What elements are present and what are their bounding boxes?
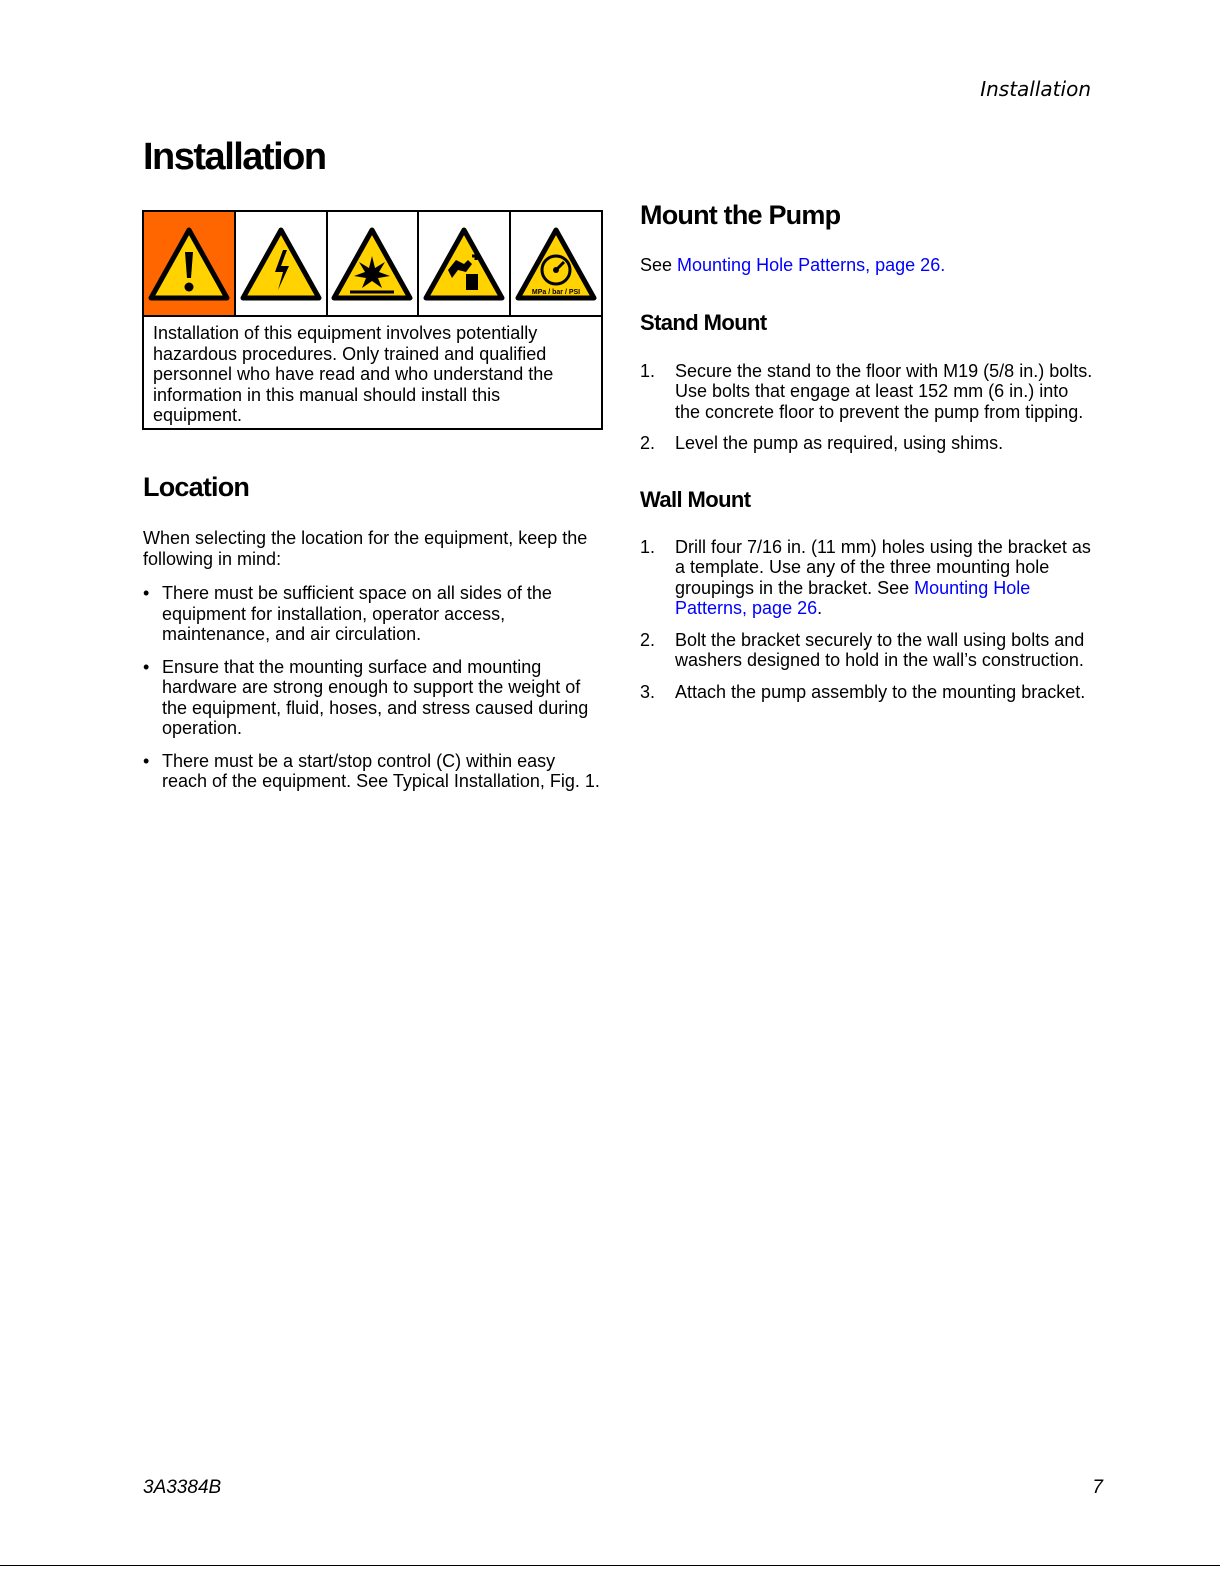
warning-cell-electric — [236, 212, 328, 315]
list-item — [640, 433, 1095, 454]
moving-parts-icon — [422, 226, 506, 302]
bottom-rule — [0, 1565, 1220, 1566]
warning-box — [142, 210, 603, 430]
step-text: Bolt the bracket securely to the wall using bolts and washers designed to hold in the wall’s construction. — [675, 629, 1085, 670]
warning-cell-moving-parts — [419, 212, 511, 315]
location-heading: Location — [143, 472, 250, 502]
page-number: 7 — [1092, 1477, 1103, 1498]
list-item — [640, 682, 1095, 703]
list-item — [143, 657, 603, 739]
step-number: 1. — [640, 360, 656, 381]
mounting-hole-patterns-link[interactable]: Mounting Hole Patterns, page 26 — [675, 577, 1031, 618]
bullet-text: Ensure that the mounting surface and mounting hardware are strong enough to support the weight of the equipment, fluid, hoses, and stress caused during operation. — [162, 656, 589, 738]
list-item — [143, 583, 603, 645]
bullet-icon: • — [143, 583, 150, 603]
location-intro: When selecting the location for the equipment, keep the following in mind: — [143, 528, 588, 569]
stand-mount-heading: Stand Mount — [640, 309, 767, 335]
document-number: 3A3384B — [143, 1477, 222, 1498]
step-number: 2. — [640, 433, 656, 453]
mount-heading: Mount the Pump — [640, 200, 841, 230]
mount-see-prefix: See — [640, 255, 678, 275]
wall-mount-heading: Wall Mount — [640, 486, 751, 512]
step-text-suffix: . — [817, 598, 823, 618]
stand-mount-steps — [640, 361, 1095, 454]
electric-shock-icon — [239, 226, 323, 302]
warning-cell-exclamation — [144, 212, 236, 315]
list-item — [143, 751, 603, 792]
bullet-text: There must be sufficient space on all sides of the equipment for installation, operator access, maintenance, and air circulation. — [162, 583, 552, 644]
warning-icon-row — [144, 212, 601, 317]
step-text: Level the pump as required, using shims. — [675, 433, 1004, 453]
wall-mount-steps — [640, 537, 1095, 703]
list-item — [640, 537, 1095, 619]
step-text: Attach the pump assembly to the mounting bracket. — [675, 681, 1086, 702]
mount-section — [640, 200, 1095, 713]
step-number: 2. — [640, 629, 656, 650]
page-title: Installation — [143, 136, 326, 178]
gauge-label: MPa / bar / PSI — [531, 288, 581, 296]
step-number: 3. — [640, 681, 656, 702]
bullet-icon: • — [143, 656, 150, 677]
warning-cell-explosion — [328, 212, 420, 315]
mount-see-line — [640, 255, 1095, 276]
mounting-hole-patterns-link[interactable]: Mounting Hole Patterns, page 26. — [677, 255, 946, 275]
running-header: Installation — [980, 77, 1091, 101]
bullet-icon: • — [143, 750, 150, 771]
location-section — [143, 472, 603, 804]
step-number: 1. — [640, 536, 656, 557]
step-text: Secure the stand to the floor with M19 (5/8 in.) bolts. Use bolts that engage at least 152 mm (6 in.) into the concrete floor to prevent the pump from tipping. — [675, 360, 1093, 422]
pressure-gauge-icon — [514, 226, 598, 302]
warning-cell-pressure — [511, 212, 601, 315]
location-bullets — [143, 583, 603, 792]
bullet-text: There must be a start/stop control (C) within easy reach of the equipment. See Typical Installation, Fig. 1. — [162, 750, 600, 791]
list-item — [640, 630, 1095, 671]
exclamation-warning-icon — [147, 226, 231, 302]
list-item — [640, 361, 1095, 423]
explosion-icon — [330, 226, 414, 302]
step-text: Drill four 7/16 in. (11 mm) holes using the bracket as a template. Use any of the three mounting hole groupings in the bracket. See — [675, 536, 1091, 598]
warning-text: Installation of this equipment involves potentially hazardous procedures. Only trained and qualified personnel who have read and who understand the information in this manual should install this equipment. — [153, 323, 554, 425]
